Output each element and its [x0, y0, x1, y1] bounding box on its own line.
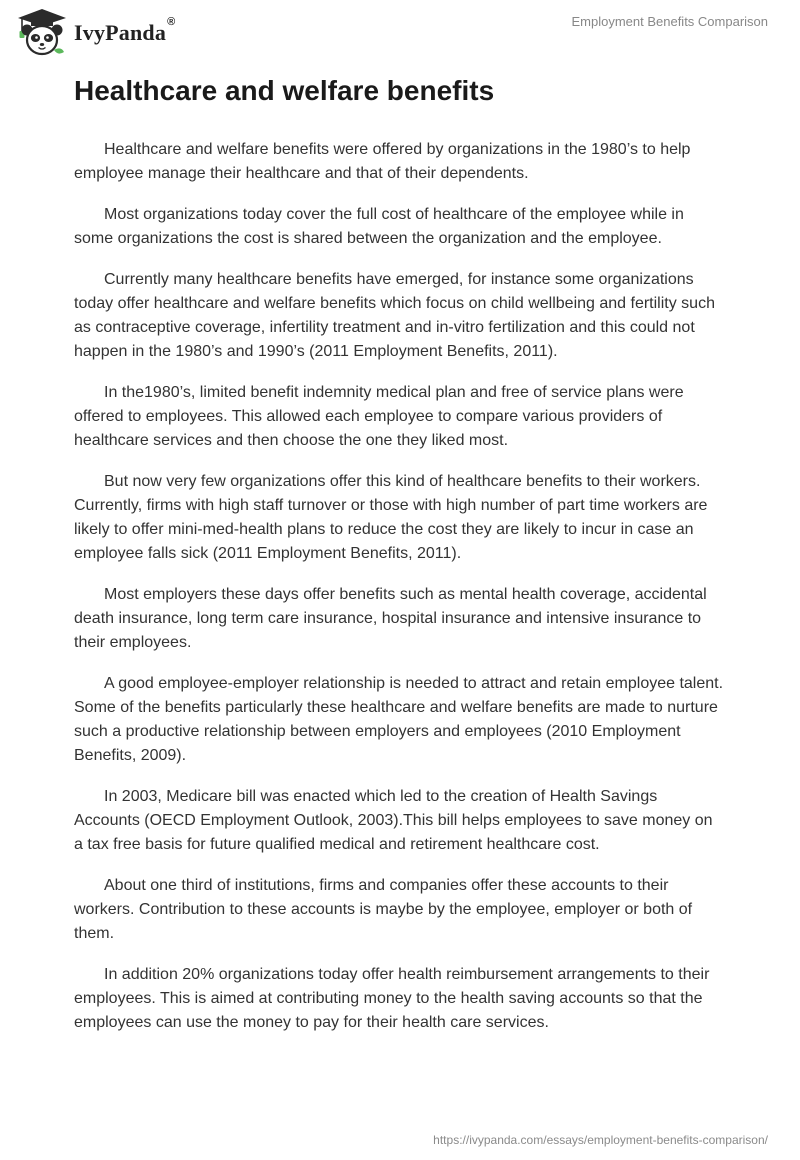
panda-graduate-icon	[14, 6, 70, 58]
paragraph-3: Currently many healthcare benefits have emerged, for instance some organizations today offer healthcare and welfare benefits which focus on child wellbeing and fertility such as contraceptive coverage, infertility treatment and in-vitro fertilization and this could not happen in the 1980’s and 1990’s (2011 Employment Benefits, 2011).	[74, 271, 715, 360]
source-url-link[interactable]: https://ivypanda.com/essays/employment-benefits-comparison/	[433, 1133, 768, 1147]
paragraph-1: Healthcare and welfare benefits were offered by organizations in the 1980’s to help employee manage their healthcare and that of their dependents.	[74, 141, 691, 182]
paragraph-6: Most employers these days offer benefits such as mental health coverage, accidental death insurance, long term care insurance, hospital insurance and intensive insurance to their employees.	[74, 586, 707, 651]
page-header	[0, 0, 800, 64]
paragraph-9: About one third of institutions, firms and companies offer these accounts to their workers. Contribution to these accounts is maybe by the employee, employer or both of them.	[74, 877, 693, 942]
paragraph-8: In 2003, Medicare bill was enacted which led to the creation of Health Savings Accounts (OECD Employment Outlook, 2003).This bill helps employees to save money on a tax free basis for future qualified medical and retirement healthcare cost.	[74, 788, 713, 853]
logo[interactable]	[14, 6, 175, 58]
registered-mark: ®	[167, 16, 176, 28]
document-title: Employment Benefits Comparison	[571, 14, 768, 29]
paragraph-4: In the1980’s, limited benefit indemnity medical plan and free of service plans were offered to employees. This allowed each employee to compare various providers of healthcare services and then choose the one they liked most.	[74, 384, 684, 449]
logo-wordmark: IvyPanda®	[74, 16, 176, 45]
paragraph-7: A good employee-employer relationship is needed to attract and retain employee talent. Some of the benefits particularly these healthcare and welfare benefits are made to nurture such a productive relationship between employers and employees (2010 Employment Benefits, 2009).	[74, 675, 724, 764]
paragraph-2: Most organizations today cover the full cost of healthcare of the employee while in some organizations the cost is shared between the organization and the employee.	[74, 206, 684, 247]
article-body	[74, 72, 724, 1052]
section-heading: Healthcare and welfare benefits	[74, 75, 495, 106]
paragraph-5: But now very few organizations offer this kind of healthcare benefits to their workers. Currently, firms with high staff turnover or those with high number of part time workers are likely to offer mini-med-health plans to reduce the cost they are likely to incur in case an employee falls sick (2011 Employment Benefits, 2011).	[74, 473, 708, 562]
paragraph-10: In addition 20% organizations today offer health reimbursement arrangements to their employees. This is aimed at contributing money to the health saving accounts so that the employees can use the money to pay for their health care services.	[74, 966, 710, 1031]
